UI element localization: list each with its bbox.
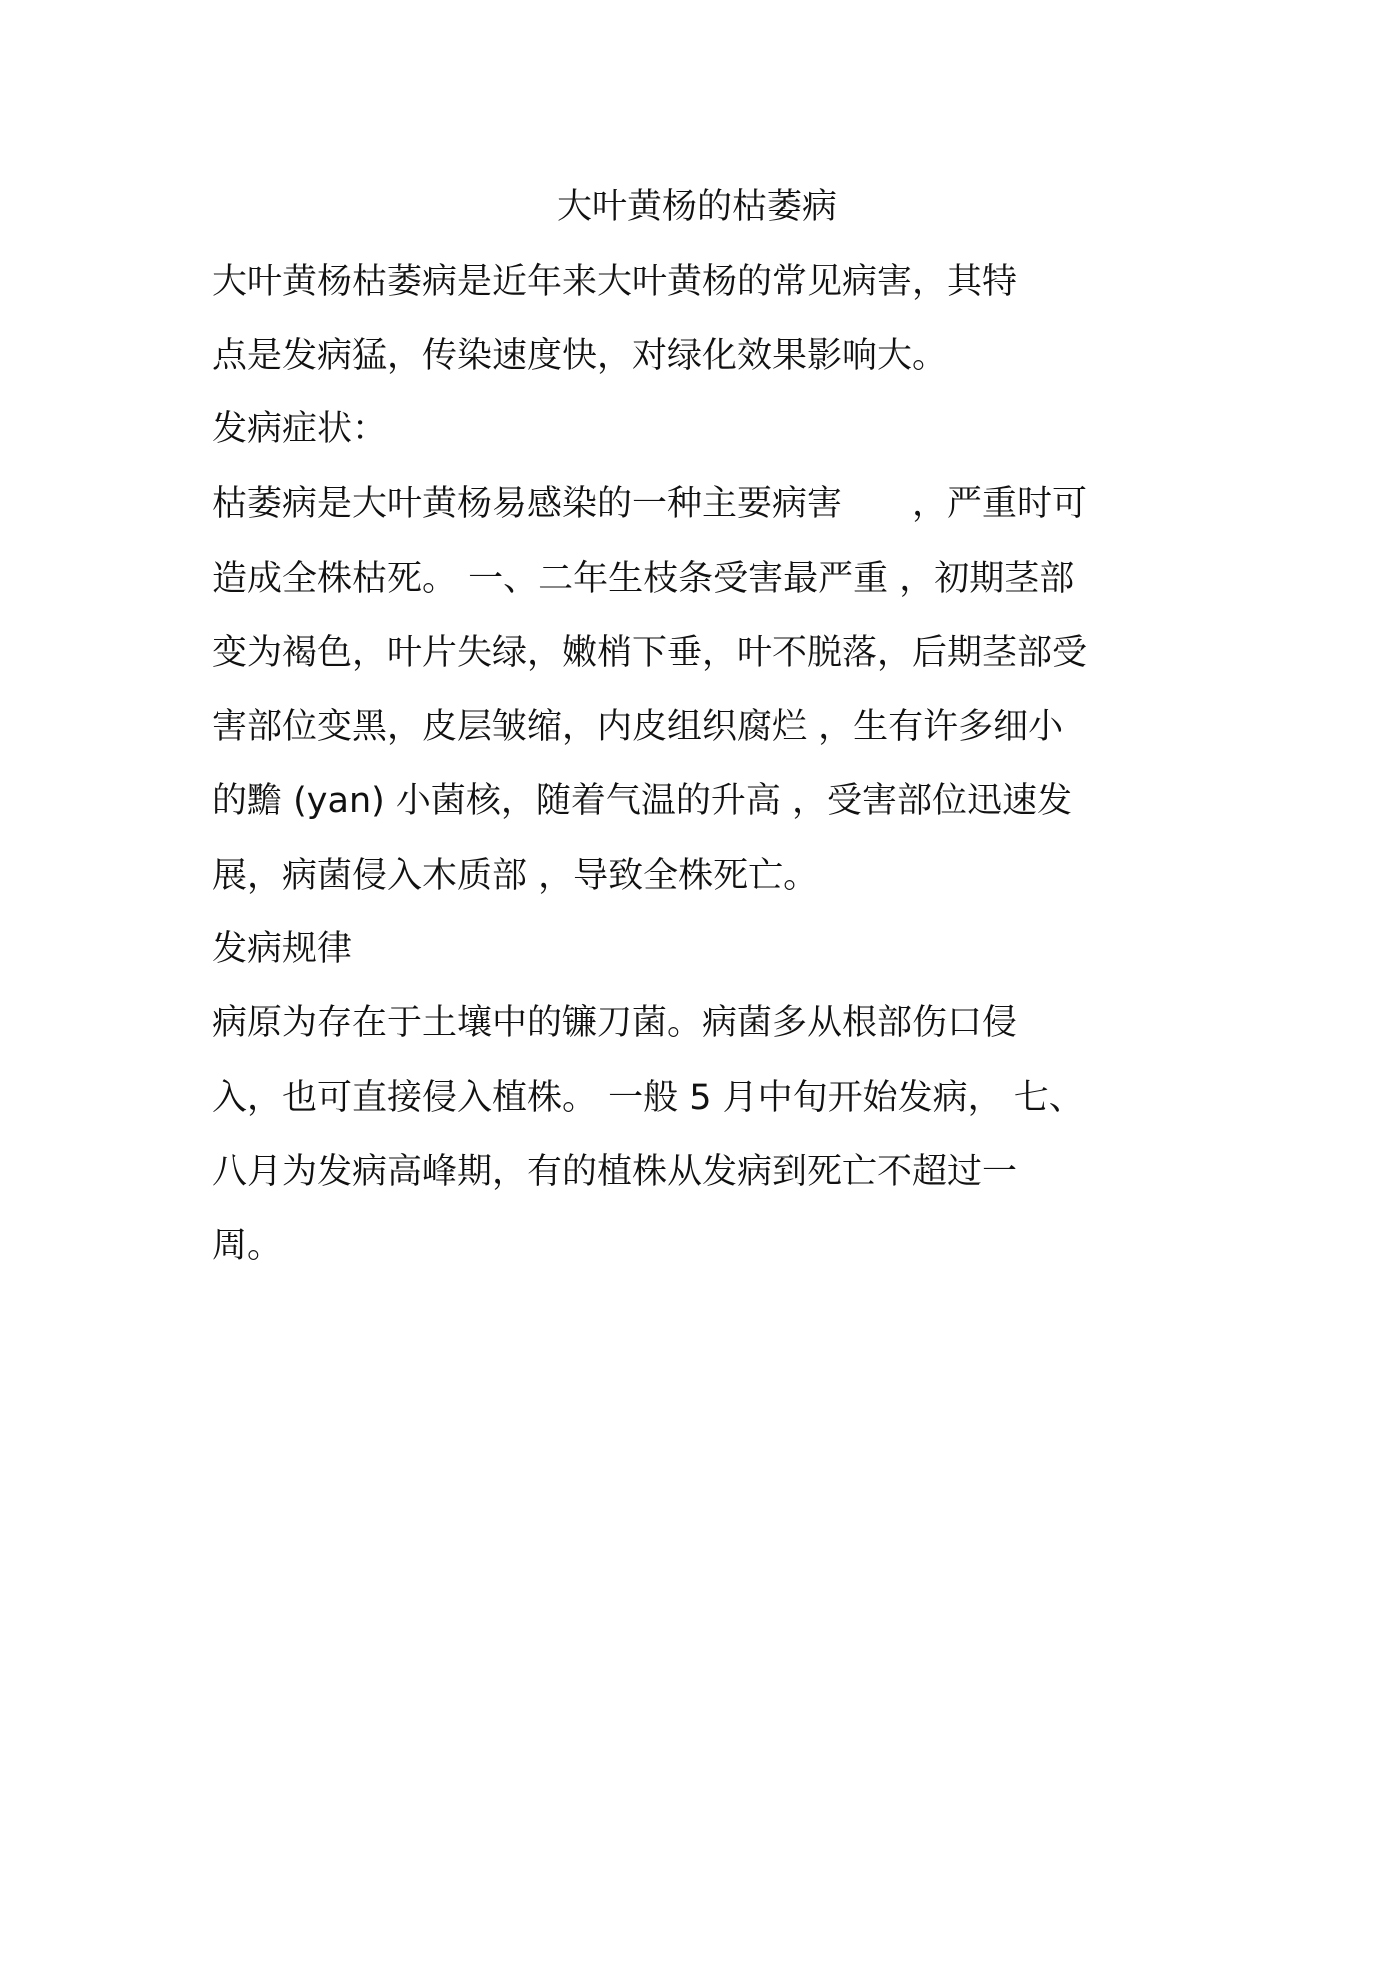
body-line: 八月为发病高峰期，有的植株从发病到死亡不超过一	[212, 1152, 1018, 1192]
body-line: 点是发病猛，传染速度快，对绿化效果影响大。	[212, 336, 948, 376]
body-line: 病原为存在于土壤中的镰刀菌。病菌多从根部伤口侵	[212, 1003, 1018, 1043]
body-line: 的黵 (yan) 小菌核，随着气温的升高 ，受害部位迅速发	[212, 781, 1073, 821]
body-line: 造成全株枯死。 一、二年生枝条受害最严重 ，初期茎部	[212, 559, 1075, 599]
body-line: 枯萎病是大叶黄杨易感染的一种主要病害 ，严重时可	[212, 484, 1088, 524]
body-line: 入，也可直接侵入植株。 一般 5 月中旬开始发病， 七、	[212, 1078, 1084, 1118]
body-line: 周。	[212, 1226, 283, 1266]
body-line: 展，病菌侵入木质部 ，导致全株死亡。	[212, 856, 819, 896]
page-title: 大叶黄杨的枯萎病	[556, 187, 837, 227]
body-line: 大叶黄杨枯萎病是近年来大叶黄杨的常见病害，其特	[212, 262, 1018, 302]
body-line: 害部位变黑，皮层皱缩，内皮组织腐烂 ，生有许多细小	[212, 707, 1064, 747]
body-line: 变为褐色，叶片失绿，嫩梢下垂，叶不脱落，后期茎部受	[212, 633, 1088, 673]
section-heading-symptoms: 发病症状：	[212, 409, 388, 449]
section-heading-pattern: 发病规律	[212, 929, 353, 969]
